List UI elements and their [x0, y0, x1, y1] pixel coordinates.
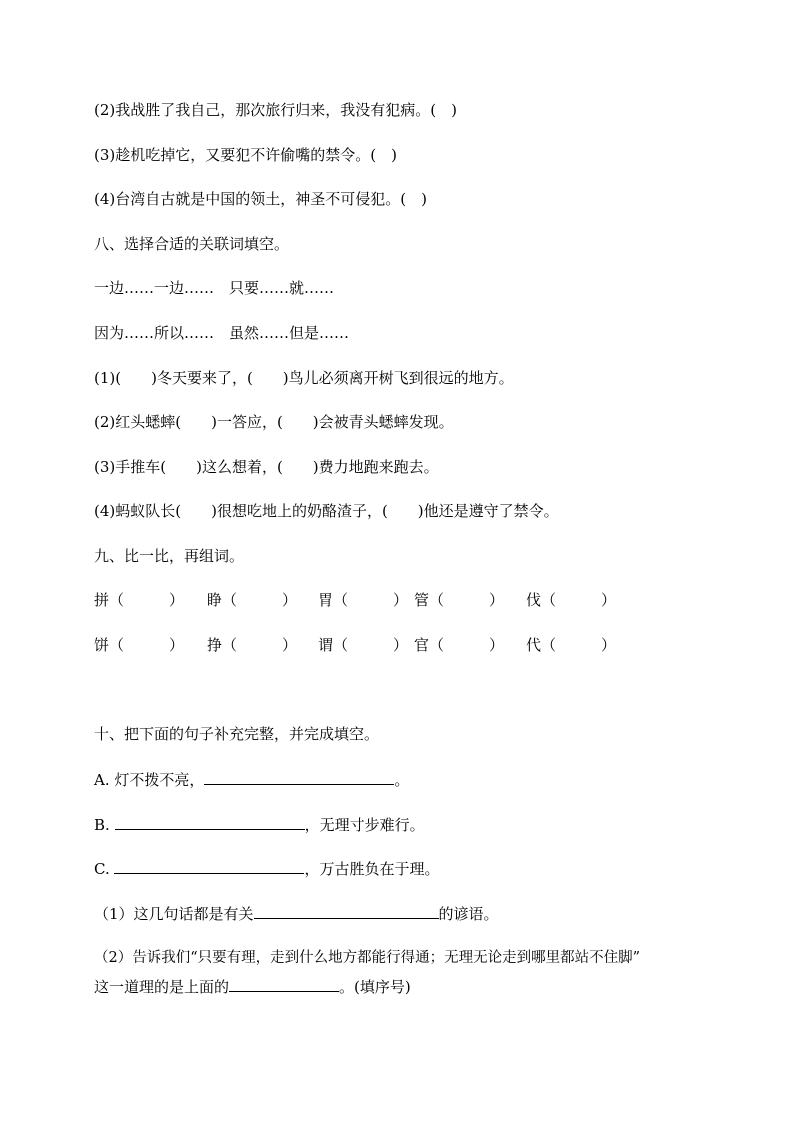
- question-7-2: (2)我战胜了我自己，那次旅行归来，我没有犯病。( ): [94, 101, 457, 119]
- question-10-c: [94, 858, 440, 879]
- question-10-b-suffix: ，无理寸步难行。: [304, 816, 425, 834]
- question-7-3: (3)趁机吃掉它，又要犯不许偷嘴的禁令。( ): [94, 146, 397, 164]
- question-10-b: [94, 814, 425, 835]
- section-8-options-row1: 一边……一边…… 只要……就……: [94, 279, 335, 297]
- question-10-1: [94, 903, 499, 924]
- blank-line[interactable]: [115, 814, 305, 830]
- section-8-options-row2: 因为……所以…… 虽然……但是……: [94, 324, 350, 342]
- word-pair-item: 挣（ ）: [207, 636, 298, 654]
- question-10-2-line1: （2）告诉我们“只要有理，走到什么地方都能行得通；无理无论走到哪里都站不住脚”: [94, 950, 641, 966]
- question-8-1: (1)( )冬天要来了，( )鸟儿必须离开树飞到很远的地方。: [94, 369, 514, 387]
- question-10-2-prefix: 这一道理的是上面的: [94, 978, 230, 996]
- question-8-2: (2)红头蟋蟀( )一答应，( )会被青头蟋蟀发现。: [94, 413, 454, 431]
- word-pair-item: 官（ ）: [414, 636, 505, 654]
- question-10-2-suffix: 。(填序号): [339, 978, 411, 996]
- word-pair-item: 管（ ）: [414, 591, 505, 609]
- blank-line[interactable]: [114, 858, 304, 874]
- question-10-2-line2: [94, 976, 411, 997]
- section-8-title: 八、选择合适的关联词填空。: [94, 235, 290, 253]
- blank-line[interactable]: [254, 903, 439, 919]
- question-10-a-prefix: A. 灯不拨不亮，: [94, 771, 205, 789]
- question-10-a-suffix: 。: [394, 771, 410, 789]
- word-pair-item: 伐（ ）: [526, 591, 617, 609]
- word-pair-item: 代（ ）: [526, 636, 617, 654]
- question-10-1-prefix: （1）这几句话都是有关: [94, 905, 254, 923]
- question-10-1-suffix: 的谚语。: [438, 905, 499, 923]
- question-10-b-prefix: B.: [94, 816, 115, 834]
- question-10-c-suffix: ，万古胜负在于理。: [304, 860, 440, 878]
- question-10-a: [94, 769, 409, 790]
- word-pair-item: 谓（ ）: [318, 636, 409, 654]
- word-pair-item: 胃（ ）: [318, 591, 409, 609]
- section-9-title: 九、比一比，再组词。: [94, 547, 245, 565]
- word-pair-item: 饼（ ）: [94, 636, 185, 654]
- question-7-4: (4)台湾自古就是中国的领土，神圣不可侵犯。( ): [94, 190, 427, 208]
- question-8-4: (4)蚂蚁队长( )很想吃地上的奶酪渣子，( )他还是遵守了禁令。: [94, 502, 559, 520]
- blank-line[interactable]: [204, 769, 394, 785]
- word-pair-item: 拼（ ）: [94, 591, 185, 609]
- question-8-3: (3)手推车( )这么想着，( )费力地跑来跑去。: [94, 458, 439, 476]
- question-10-c-prefix: C.: [94, 860, 115, 878]
- blank-line[interactable]: [229, 976, 339, 992]
- section-10-title: 十、把下面的句子补充完整，并完成填空。: [94, 725, 380, 743]
- word-pair-item: 睁（ ）: [207, 591, 298, 609]
